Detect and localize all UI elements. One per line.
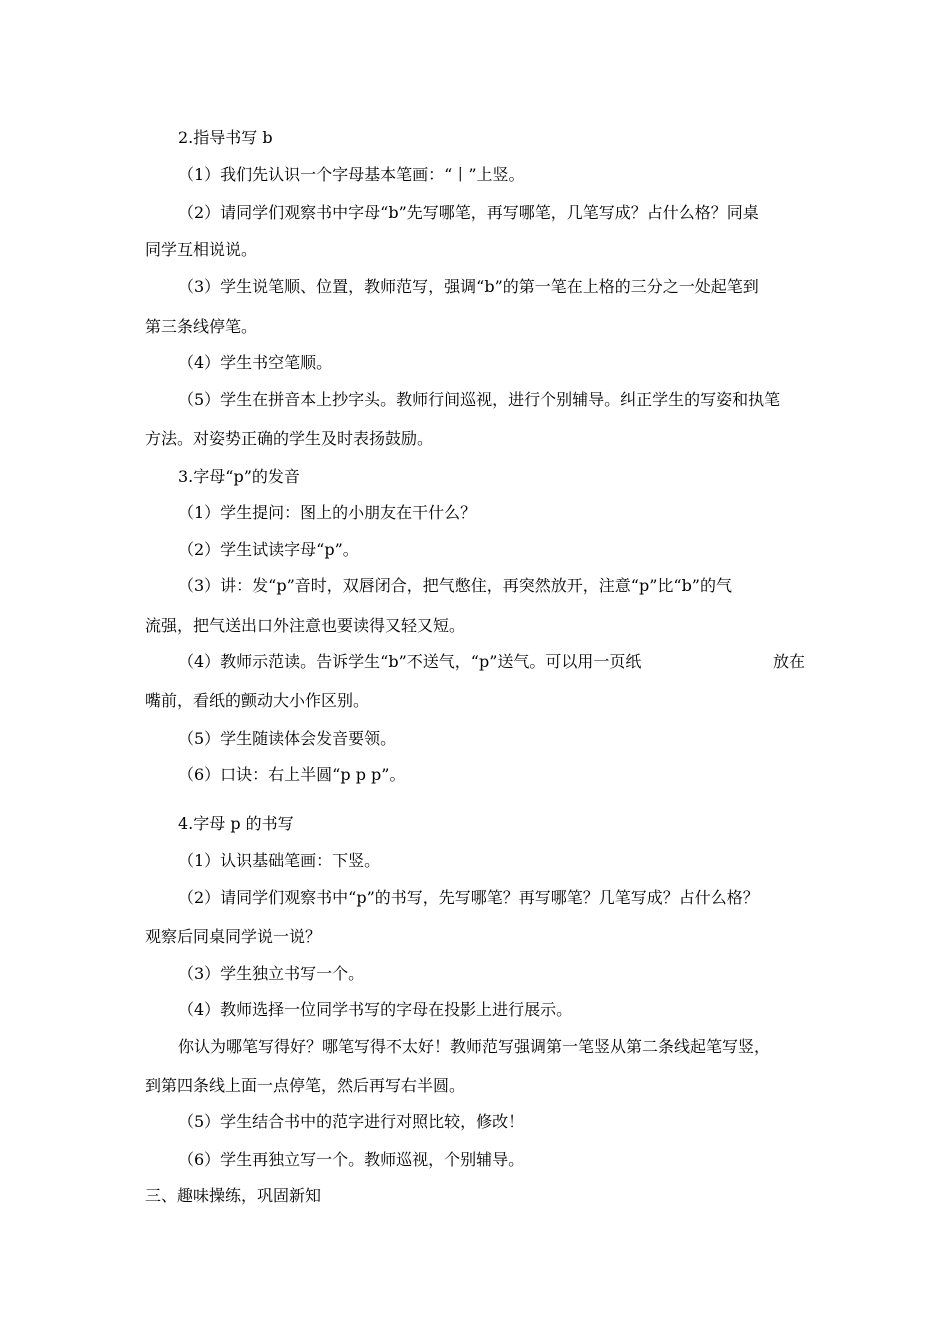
- step-wp-1: （1）认识基础笔画：下竖。: [178, 851, 381, 870]
- step-b-2-line2: 同学互相说说。: [145, 240, 258, 259]
- step-p-5: （5）学生随读体会发音要领。: [178, 729, 397, 748]
- step-b-2-line1: （2）请同学们观察书中字母“b”先写哪笔，再写哪笔，几笔写成？占什么格？同桌: [178, 203, 759, 222]
- step-p-2: （2）学生试读字母“p”。: [178, 540, 359, 559]
- step-wp-2-line2: 观察后同桌同学说一说？: [145, 927, 322, 946]
- step-wp-2-line1: （2）请同学们观察书中“p”的书写，先写哪笔？再写哪笔？几笔写成？占什么格？: [178, 888, 759, 907]
- step-p-4-line2: 嘴前，看纸的颤动大小作区别。: [145, 691, 370, 710]
- step-p-6: （6）口诀：右上半圆“p p p”。: [178, 765, 406, 784]
- section-heading-p-sound: 3.字母“p”的发音: [178, 467, 300, 486]
- step-p-3-line2: 流强，把气送出口外注意也要读得又轻又短。: [145, 616, 466, 635]
- step-b-3-line1: （3）学生说笔顺、位置，教师范写，强调“b”的第一笔在上格的三分之一处起笔到: [178, 277, 759, 296]
- step-p-1: （1）学生提问：图上的小朋友在干什么？: [178, 503, 477, 522]
- section-heading-practice: 三、趣味操练，巩固新知: [145, 1186, 322, 1205]
- step-b-3-line2: 第三条线停笔。: [145, 317, 258, 336]
- step-b-5-line1: （5）学生在拼音本上抄字头。教师行间巡视，进行个别辅导。纠正学生的写姿和执笔: [178, 390, 781, 409]
- step-wp-3: （3）学生独立书写一个。: [178, 964, 365, 983]
- step-b-5-line2: 方法。对姿势正确的学生及时表扬鼓励。: [145, 429, 434, 448]
- section-heading-write-b: 2.指导书写 b: [178, 128, 273, 147]
- step-wp-6: （6）学生再独立写一个。教师巡视，个别辅导。: [178, 1150, 525, 1169]
- step-wp-4-extra-line2: 到第四条线上面一点停笔，然后再写右半圆。: [145, 1076, 466, 1095]
- step-p-4-line1-tail: 放在: [773, 652, 806, 671]
- step-wp-4: （4）教师选择一位同学书写的字母在投影上进行展示。: [178, 1000, 573, 1019]
- step-wp-4-extra-line1: 你认为哪笔写得好？哪笔写得不太好！教师范写强调第一笔竖从第二条线起笔写竖，: [178, 1037, 771, 1056]
- step-b-4: （4）学生书空笔顺。: [178, 353, 333, 372]
- step-p-4-line1: （4）教师示范读。告诉学生“b”不送气，“p”送气。可以用一页纸: [178, 652, 642, 671]
- step-wp-5: （5）学生结合书中的范字进行对照比较，修改！: [178, 1112, 525, 1131]
- section-heading-write-p: 4.字母 p 的书写: [178, 814, 294, 833]
- step-b-1: （1）我们先认识一个字母基本笔画：“丨”上竖。: [178, 165, 525, 184]
- step-p-3-line1: （3）讲：发“p”音时，双唇闭合，把气憋住，再突然放开，注意“p”比“b”的气: [178, 576, 732, 595]
